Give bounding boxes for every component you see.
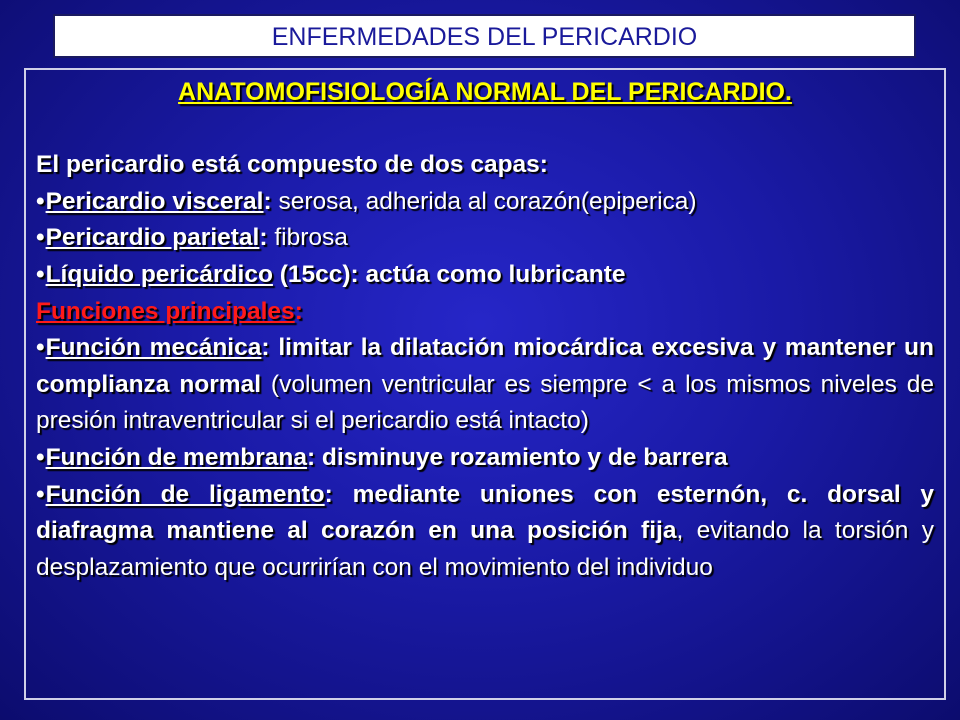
spacer — [36, 111, 934, 148]
section-title: ANATOMOFISIOLOGÍA NORMAL DEL PERICARDIO. — [178, 78, 792, 106]
slide-header — [53, 14, 916, 58]
functions-heading-colon: : — [294, 297, 303, 325]
bullet: • — [36, 334, 45, 362]
layer-desc: serosa, adherida al corazón(epiperica) — [278, 187, 697, 215]
layer-term: Líquido pericárdico — [45, 260, 273, 288]
layer-sep — [273, 261, 280, 288]
layer-sep: : — [263, 187, 279, 215]
function-term: Función de membrana — [45, 443, 307, 471]
function-text-bold: : mediante uniones con esternón, c. dorsal y diafragma mantiene al corazón en una posición fija — [36, 480, 935, 545]
functions-heading — [36, 294, 934, 331]
function-text-bold: : disminuye rozamiento y de barrera — [306, 443, 728, 471]
function-term: Función de ligamento — [45, 480, 325, 508]
layer-sep: : — [259, 224, 275, 252]
function-text-normal: , evitando la torsión y desplazamiento que ocurrirían con el movimiento del individuo — [36, 517, 934, 581]
bullet: • — [36, 443, 45, 471]
function-term: Función mecánica — [45, 334, 262, 362]
slide-header-title: ENFERMEDADES DEL PERICARDIO — [271, 23, 698, 51]
layer-term: Pericardio parietal — [45, 224, 260, 252]
function-text-normal: (volumen ventricular es siempre < a los mismos niveles de presión intraventricular si el pericardio está intacto) — [36, 370, 934, 435]
function-item-ligamento — [36, 477, 934, 587]
bullet: • — [36, 187, 45, 215]
bullet: • — [36, 224, 45, 252]
bullet: • — [36, 260, 45, 288]
functions-heading-text: Funciones principales — [36, 297, 295, 325]
slide-content-box — [24, 68, 946, 700]
intro-text: El pericardio está compuesto de dos capas: — [36, 151, 548, 179]
layer-term: Pericardio visceral — [45, 187, 264, 215]
layer-item-visceral — [36, 184, 934, 221]
function-item-membrana — [36, 440, 934, 477]
layer-desc: fibrosa — [274, 224, 348, 252]
layer-desc: (15cc): actúa como lubricante — [279, 260, 626, 288]
slide-text — [36, 74, 934, 586]
function-item-mecanica — [36, 330, 934, 440]
layer-item-liquido — [36, 257, 934, 294]
function-text-bold: : limitar la dilatación miocárdica excesiva y mantener un complianza normal — [36, 334, 934, 398]
layer-item-parietal — [36, 220, 934, 257]
bullet: • — [36, 480, 45, 508]
